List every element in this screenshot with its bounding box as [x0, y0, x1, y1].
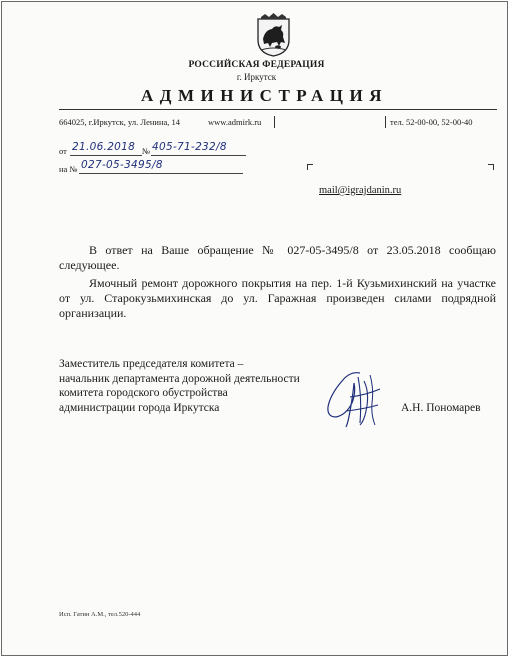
- irkutsk-coat-of-arms-icon: [255, 13, 292, 57]
- signatory-title-line-1: Заместитель председателя комитета –: [59, 358, 244, 370]
- signatory-title-line-3: комитета городского обустройства: [59, 387, 228, 399]
- number-underline: [151, 155, 246, 156]
- letter-page: [1, 1, 508, 656]
- date-prefix: от: [59, 146, 67, 156]
- handwritten-reference: 027-05-3495/8: [81, 159, 163, 171]
- website: www.admirk.ru: [208, 117, 262, 127]
- date-underline: [70, 155, 142, 156]
- phone-numbers: тел. 52-00-00, 52-00-40: [390, 117, 473, 127]
- recipient-email: mail@igrajdanin.ru: [319, 185, 402, 196]
- organization-title: АДМИНИСТРАЦИЯ: [140, 86, 388, 105]
- number-prefix: №: [142, 146, 151, 156]
- body-paragraph-1: В ответ на Ваше обращение № 027-05-3495/8 от 23.05.2018 сообщаю следующее.: [59, 243, 496, 272]
- signatory-name: А.Н. Пономарев: [401, 402, 481, 414]
- handwritten-date: 21.06.2018: [72, 141, 136, 153]
- contacts-separator-right: [385, 116, 386, 128]
- executor-info: Исп. Гатин А.М., тел.520-444: [59, 611, 141, 618]
- reference-underline: [79, 173, 243, 174]
- country-name: РОССИЙСКАЯ ФЕДЕРАЦИЯ: [188, 60, 325, 70]
- handwritten-signature: [320, 367, 390, 431]
- signatory-title-line-4: администрации города Иркутска: [59, 401, 220, 414]
- header-rule: [59, 109, 497, 110]
- reference-prefix: на №: [59, 164, 78, 174]
- body-paragraph-2: Ямочный ремонт дорожного покрытия на пер. 1-й Кузьмихинский на участке от ул. Старокузьмихинская до ул. Гаражная произведен силами подрядной организации.: [59, 276, 496, 320]
- contacts-separator-left: [274, 116, 275, 128]
- recipient-corner-left: [307, 164, 313, 170]
- address: 664025, г.Иркутск, ул. Ленина, 14: [59, 117, 181, 127]
- signatory-title-line-2: начальник департамента дорожной деятельности: [59, 372, 300, 385]
- recipient-corner-right: [488, 164, 494, 170]
- signatory-title: [59, 357, 300, 415]
- handwritten-number: 405-71-232/8: [152, 141, 227, 153]
- city-name: г. Иркутск: [236, 72, 277, 82]
